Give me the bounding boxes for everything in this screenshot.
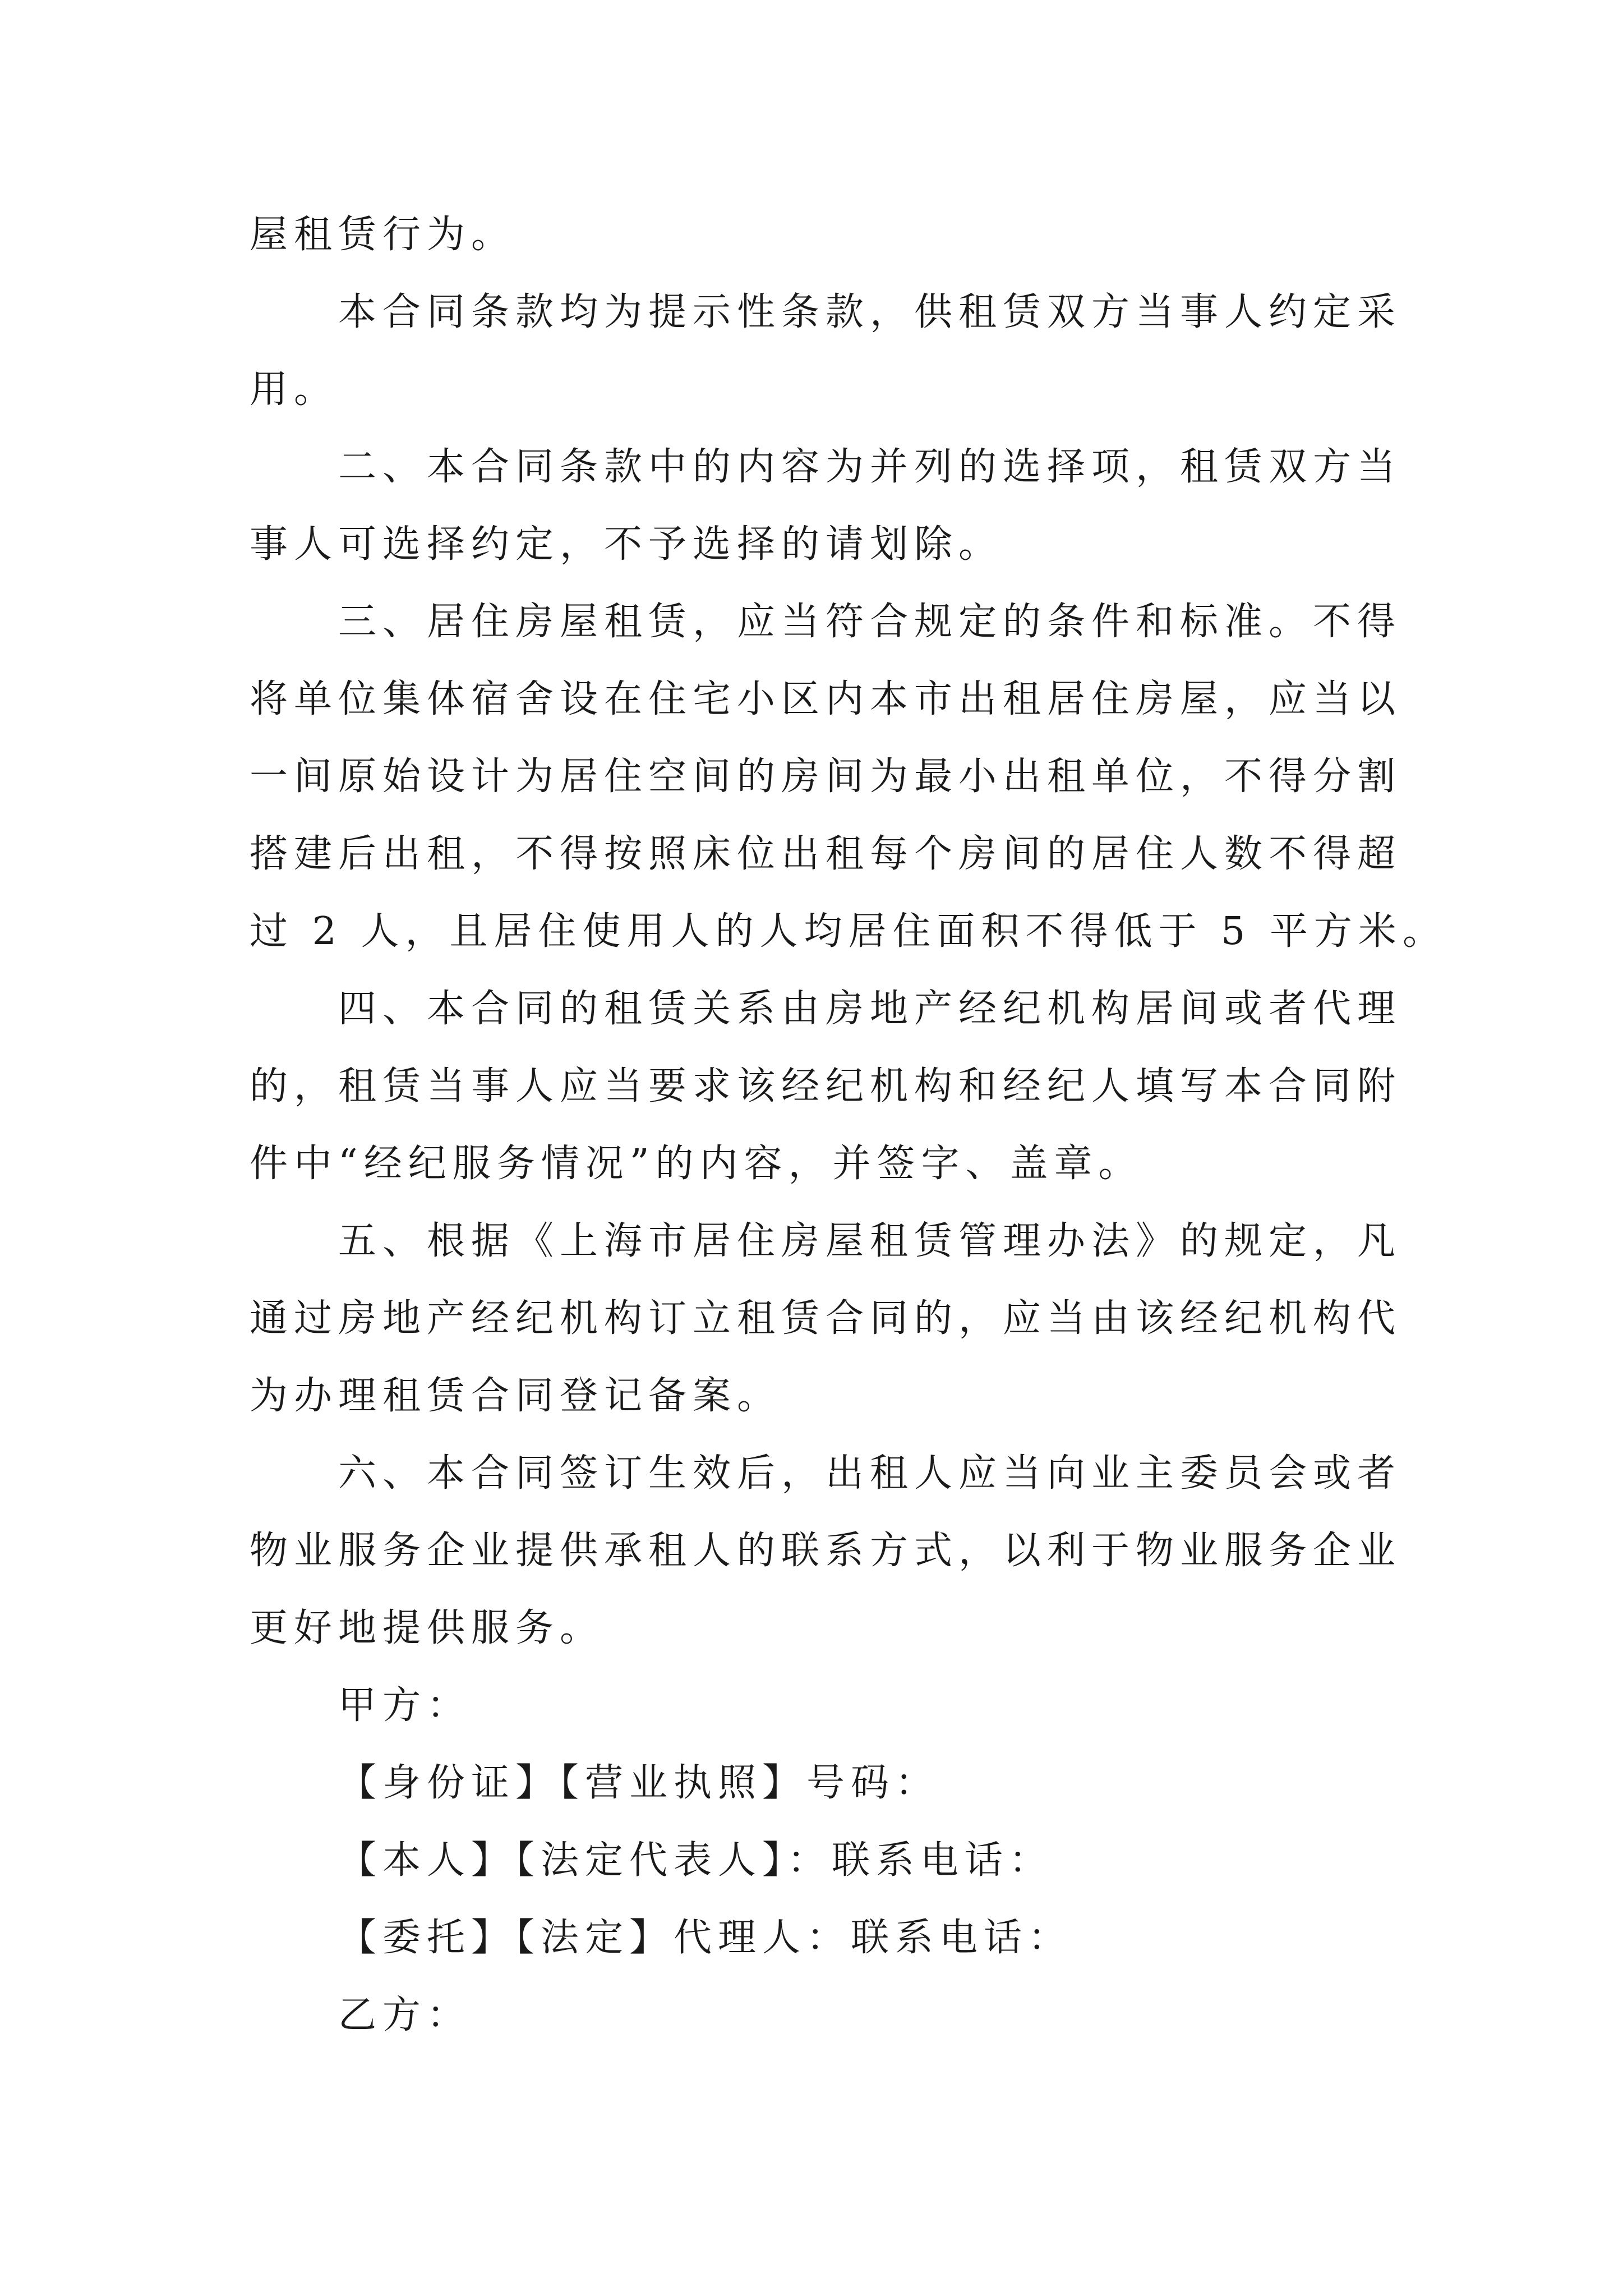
- text-line: 用。: [250, 367, 339, 412]
- party-a-label: 甲方：: [338, 1683, 472, 1728]
- text-line: 二、本合同条款中的内容为并列的选择项，租赁双方当: [338, 445, 1402, 489]
- text-line: 屋租赁行为。: [250, 213, 516, 257]
- text-line: 为办理租赁合同登记备案。: [250, 1374, 782, 1418]
- representative-phone-label: 【本人】【法定代表人】：联系电话：: [338, 1838, 1054, 1883]
- party-b-label: 乙方：: [338, 1993, 472, 2037]
- text-line: 通过房地产经纪机构订立租赁合同的，应当由该经纪机构代: [250, 1296, 1402, 1341]
- text-line: 本合同条款均为提示性条款，供租赁双方当事人约定采: [338, 290, 1402, 334]
- document-body: [250, 196, 1447, 2054]
- text-line: 件中“经纪服务情况”的内容，并签字、盖章。: [250, 1142, 1143, 1186]
- text-line: 一间原始设计为居住空间的房间为最小出租单位，不得分割: [250, 754, 1402, 799]
- text-line: 三、居住房屋租赁，应当符合规定的条件和标准。不得: [338, 600, 1402, 644]
- text-line: 五、根据《上海市居住房屋租赁管理办法》的规定，凡: [338, 1219, 1402, 1263]
- text-line: 物业服务企业提供承租人的联系方式，以利于物业服务企业: [250, 1529, 1402, 1573]
- id-number-label: 【身份证】【营业执照】号码：: [338, 1761, 940, 1805]
- text-line: 四、本合同的租赁关系由房地产经纪机构居间或者代理: [338, 987, 1402, 1031]
- agent-phone-label: 【委托】【法定】代理人：联系电话：: [338, 1916, 1073, 1960]
- text-line: 搭建后出租，不得按照床位出租每个房间的居住人数不得超: [250, 832, 1402, 876]
- text-line: 将单位集体宿舍设在住宅小区内本市出租居住房屋，应当以: [250, 677, 1402, 721]
- text-line: 六、本合同签订生效后，出租人应当向业主委员会或者: [338, 1451, 1402, 1496]
- text-line: 的，租赁当事人应当要求该经纪机构和经纪人填写本合同附: [250, 1064, 1402, 1108]
- text-line: 更好地提供服务。: [250, 1606, 605, 1650]
- text-line: 过 2 人，且居住使用人的人均居住面积不得低于 5 平方米。: [250, 909, 1447, 954]
- text-line: 事人可选择约定，不予选择的请划除。: [250, 522, 1003, 567]
